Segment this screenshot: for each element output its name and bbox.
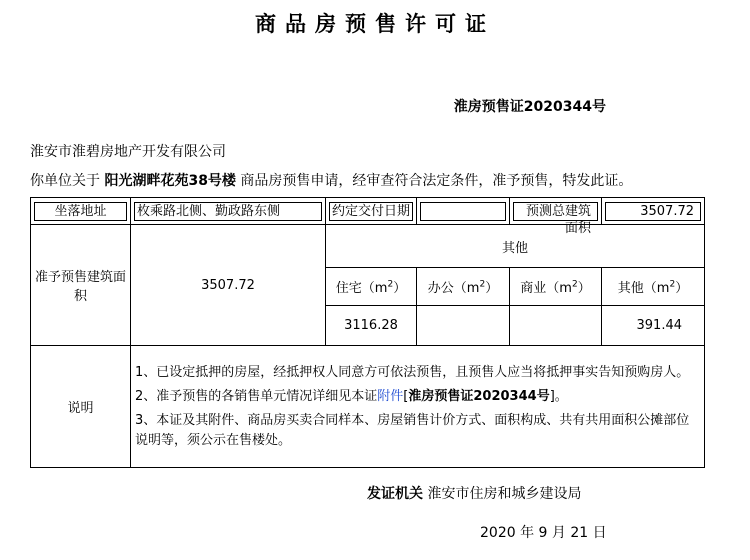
permit-number: 淮房预售证2020344号 <box>453 99 606 115</box>
delivery-label-cell <box>326 198 417 225</box>
total-area-value-cell <box>602 198 705 225</box>
delivery-date-value <box>420 202 506 221</box>
unit-close: ） <box>675 281 689 296</box>
developer-name: 淮安市淮碧房地产开发有限公司 <box>30 144 226 160</box>
note-item-3: 3、本证及其附件、商品房买卖合同样本、房屋销售计价方式、面积构成、共有共用面积公摊部位说明等，须公示在售楼处。 <box>135 412 690 448</box>
area-group-row <box>31 225 705 268</box>
location-label: 坐落地址 <box>34 202 127 221</box>
residential-value: 3116.28 <box>326 306 417 346</box>
other-header <box>602 268 705 306</box>
office-label: 办公（m <box>427 281 480 296</box>
unit-superscript: 2 <box>669 279 676 290</box>
approved-area-label-cell <box>31 225 131 346</box>
application-prefix: 你单位关于 <box>30 173 100 189</box>
commercial-label: 商业（m <box>520 281 572 296</box>
unit-superscript: 2 <box>571 279 578 290</box>
attachment-link[interactable]: 附件 <box>377 388 404 404</box>
project-name: 阳光湖畔花苑38号楼 <box>104 173 236 189</box>
total-area-label-cell <box>510 198 602 236</box>
unit-close: ） <box>577 281 591 296</box>
note-item-2 <box>135 387 700 407</box>
issuing-authority <box>367 483 581 503</box>
notes-row <box>31 346 705 468</box>
bracket-close: ]。 <box>549 388 568 404</box>
document-title: 商品房预售许可证 <box>255 12 495 36</box>
issuer-value: 淮安市住房和城乡建设局 <box>427 486 582 502</box>
issuer-label: 发证机关 <box>367 486 423 502</box>
unit-close: ） <box>485 281 499 296</box>
bracket-open: [ <box>403 388 409 404</box>
unit-superscript: 2 <box>387 279 394 290</box>
location-value-cell <box>131 198 326 225</box>
office-value <box>417 306 510 346</box>
other-label: 其他（m <box>617 281 670 296</box>
office-header <box>417 268 510 306</box>
notes-label-cell <box>31 346 131 468</box>
delivery-value-cell <box>417 198 510 225</box>
permit-table <box>30 197 705 468</box>
commercial-value <box>510 306 602 346</box>
notes-content <box>131 346 705 468</box>
other-value: 391.44 <box>602 306 705 346</box>
location-row <box>31 198 705 225</box>
approved-area-label: 准予预售建筑面积 <box>34 270 126 304</box>
issue-date: 2020 年 9 月 21 日 <box>480 525 607 541</box>
total-area-value: 3507.72 <box>605 202 701 221</box>
residential-label: 住宅（m <box>335 281 388 296</box>
other-group-header <box>326 225 705 268</box>
notes-label: 说明 <box>67 401 94 416</box>
residential-header <box>326 268 417 306</box>
delivery-date-label: 约定交付日期 <box>329 202 413 221</box>
approved-area-value-cell <box>131 225 326 346</box>
location-value: 枚乘路北侧、勤政路东侧 <box>134 202 322 221</box>
commercial-header <box>510 268 602 306</box>
application-suffix: 商品房预售申请，经审查符合法定条件，准予预售，特发此证。 <box>240 173 633 189</box>
approved-area-value: 3507.72 <box>201 277 255 293</box>
application-statement <box>30 170 632 190</box>
attachment-permit-number: 淮房预售证2020344号 <box>408 388 550 404</box>
note-item-1: 1、已设定抵押的房屋，经抵押权人同意方可依法预售，且预售人应当将抵押事实告知预购房人。 <box>135 364 690 380</box>
note-item-2-text: 2、准予预售的各销售单元情况详细见本证 <box>135 388 378 404</box>
unit-superscript: 2 <box>479 279 486 290</box>
location-label-cell <box>31 198 131 225</box>
total-area-label: 预测总建筑面积 <box>513 202 598 221</box>
other-group-label: 其他 <box>501 240 528 256</box>
unit-close: ） <box>393 281 407 296</box>
